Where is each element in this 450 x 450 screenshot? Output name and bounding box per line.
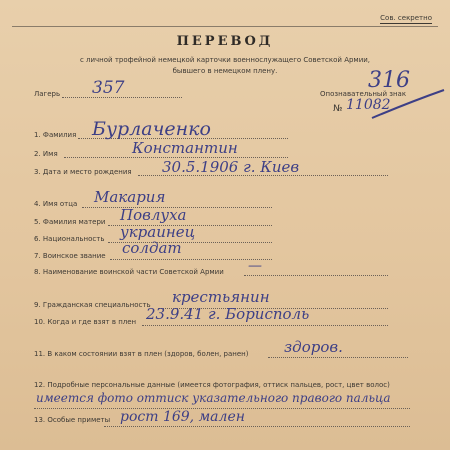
- field-13-label: 13. Особые приметы: [34, 416, 111, 424]
- field-2-label: 2. Имя: [34, 150, 58, 158]
- field-13-line: [104, 426, 410, 427]
- field-12-value: имеется фото оттиск указательного правого пальца: [36, 391, 391, 405]
- camp-value: 357: [92, 78, 125, 98]
- classification-stamp: Сов. секретно: [380, 14, 432, 22]
- field-11-value: здоров.: [284, 338, 343, 356]
- document-title: ПЕРЕВОД: [176, 34, 274, 49]
- field-9-label: 9. Гражданская специальность: [34, 301, 151, 309]
- field-3-label: 3. Дата и место рождения: [34, 168, 132, 176]
- field-5-label: 5. Фамилия матери: [34, 218, 106, 226]
- camp-label: Лагерь: [34, 90, 61, 98]
- field-10-value: 23.9.41 г. Борисполь: [146, 305, 310, 323]
- field-8-value: —: [248, 258, 262, 274]
- ident-label: Опознавательный знак: [320, 90, 407, 98]
- field-11-label: 11. В каком состоянии взят в плен (здоров, болен, ранен): [34, 350, 249, 358]
- field-6-value: украинец: [120, 223, 196, 241]
- field-4-label: 4. Имя отца: [34, 200, 78, 208]
- field-12-label: 12. Подробные персональные данные (имеется фотография, оттиск пальцев, рост, цвет волос): [34, 381, 390, 389]
- field-6-label: 6. Национальность: [34, 235, 105, 243]
- field-11-line: [268, 357, 408, 358]
- field-9-value: крестьянин: [172, 288, 270, 306]
- field-7-value: солдат: [122, 239, 182, 257]
- document-subtitle-line2: бывшего в немецком плену.: [172, 67, 278, 75]
- field-10-line: [142, 325, 388, 326]
- field-8-label: 8. Наименование воинской части Советской Армии: [34, 268, 224, 276]
- ident-stamp-number: 316: [368, 68, 410, 93]
- ident-value: 11082: [346, 97, 391, 113]
- ident-number-sign: №: [333, 104, 343, 114]
- field-1-value: Бурлаченко: [92, 118, 211, 140]
- document-subtitle-line1: с личной трофейной немецкой карточки военнослужащего Советской Армии,: [79, 56, 371, 64]
- field-1-label: 1. Фамилия: [34, 131, 77, 139]
- field-8-line: [244, 275, 388, 276]
- field-10-label: 10. Когда и где взят в плен: [34, 318, 137, 326]
- field-4-value: Макария: [94, 188, 166, 206]
- field-2-value: Константин: [132, 139, 238, 157]
- top-rule: [12, 26, 438, 27]
- field-5-value: Повлуха: [120, 206, 187, 224]
- field-13-value: рост 169, мален: [120, 409, 245, 425]
- field-7-label: 7. Воинское звание: [34, 252, 106, 260]
- ink-stroke: [370, 88, 446, 122]
- field-3-value: 30.5.1906 г. Киев: [162, 158, 300, 176]
